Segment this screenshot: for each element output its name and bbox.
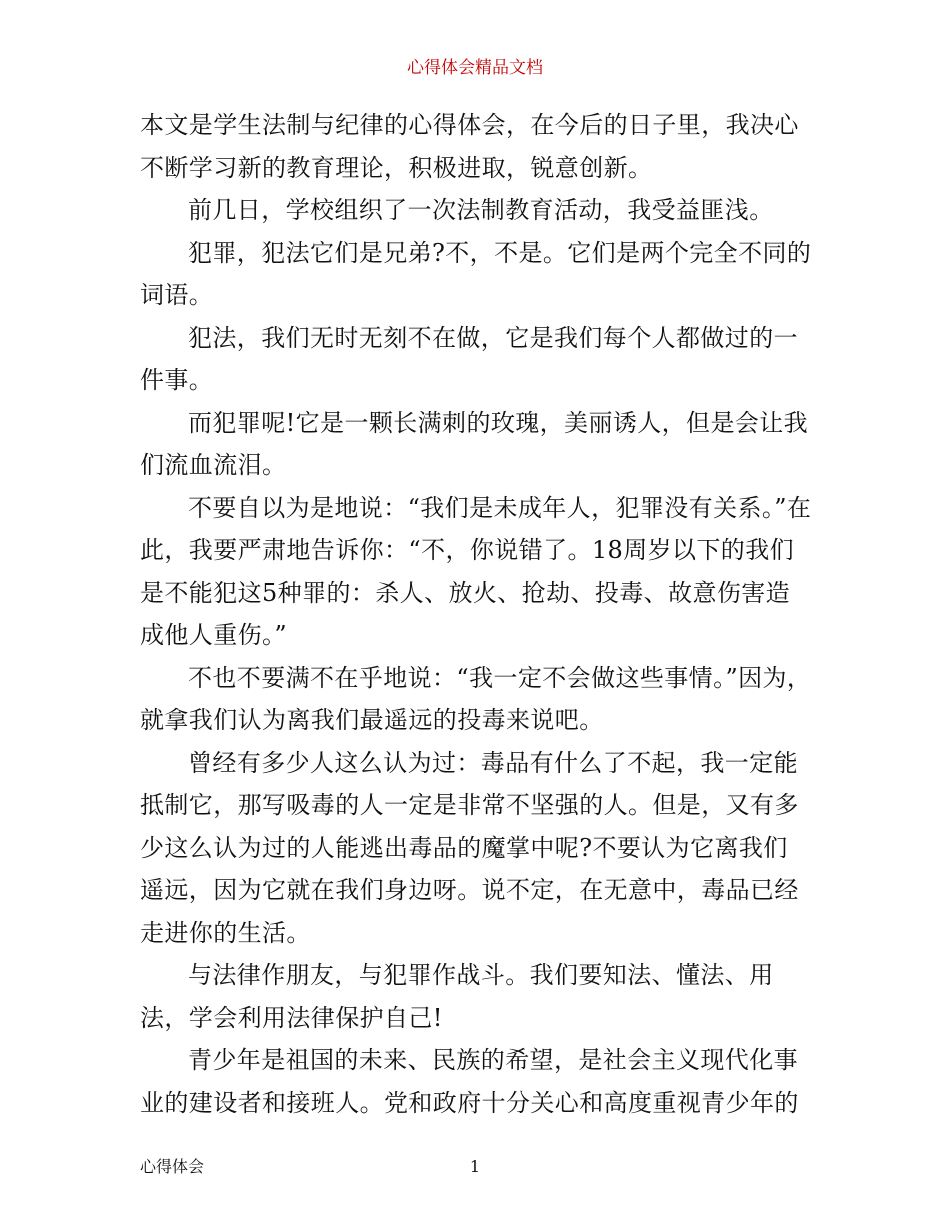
paragraph: 犯法，我们无时无刻不在做，它是我们每个人都做过的一件事。 bbox=[140, 323, 798, 394]
document-header-title: 心得体会精品文档 bbox=[407, 58, 543, 78]
paragraph: 而犯罪呢!它是一颗长满刺的玫瑰，美丽诱人，但是会让我们流血流泪。 bbox=[140, 408, 809, 479]
paragraph: 犯罪，犯法它们是兄弟?不，不是。它们是两个完全不同的词语。 bbox=[140, 238, 812, 309]
paragraph: 曾经有多少人这么认为过：毒品有什么了不起，我一定能抵制它，那写吸毒的人一定是非常不坚强的人。但是，又有多少这么认为过的人能逃出毒品的魔掌中呢?不要认为它离我们遥远，因为它就在我们身边呀。说不定，在无意中，毒品已经走进你的生活。 bbox=[140, 748, 799, 947]
paragraph: 与法律作朋友，与犯罪作战斗。我们要知法、懂法、用法，学会利用法律保护自己! bbox=[140, 961, 774, 1032]
document-body bbox=[140, 104, 812, 1124]
page-number: 1 bbox=[469, 1157, 481, 1176]
paragraph-intro: 本文是学生法制与纪律的心得体会，在今后的日子里，我决心不断学习新的教育理论，积极进取，锐意创新。 bbox=[140, 111, 799, 182]
footer-label: 心得体会 bbox=[140, 1157, 205, 1176]
paragraph: 不也不要满不在乎地说：“我一定不会做这些事情。”因为，就拿我们认为离我们最遥远的投毒来说吧。 bbox=[140, 663, 812, 734]
paragraph: 青少年是祖国的未来、民族的希望，是社会主义现代化事业的建设者和接班人。党和政府十分关心和高度重视青少年的 bbox=[140, 1046, 799, 1117]
paragraph: 不要自以为是地说：“我们是未成年人，犯罪没有关系。”在此，我要严肃地告诉你：“不，你说错了。18周岁以下的我们是不能犯这5种罪的：杀人、放火、抢劫、投毒、故意伤害造成他人重伤。” bbox=[140, 493, 812, 649]
paragraph: 前几日，学校组织了一次法制教育活动，我受益匪浅。 bbox=[188, 196, 774, 224]
